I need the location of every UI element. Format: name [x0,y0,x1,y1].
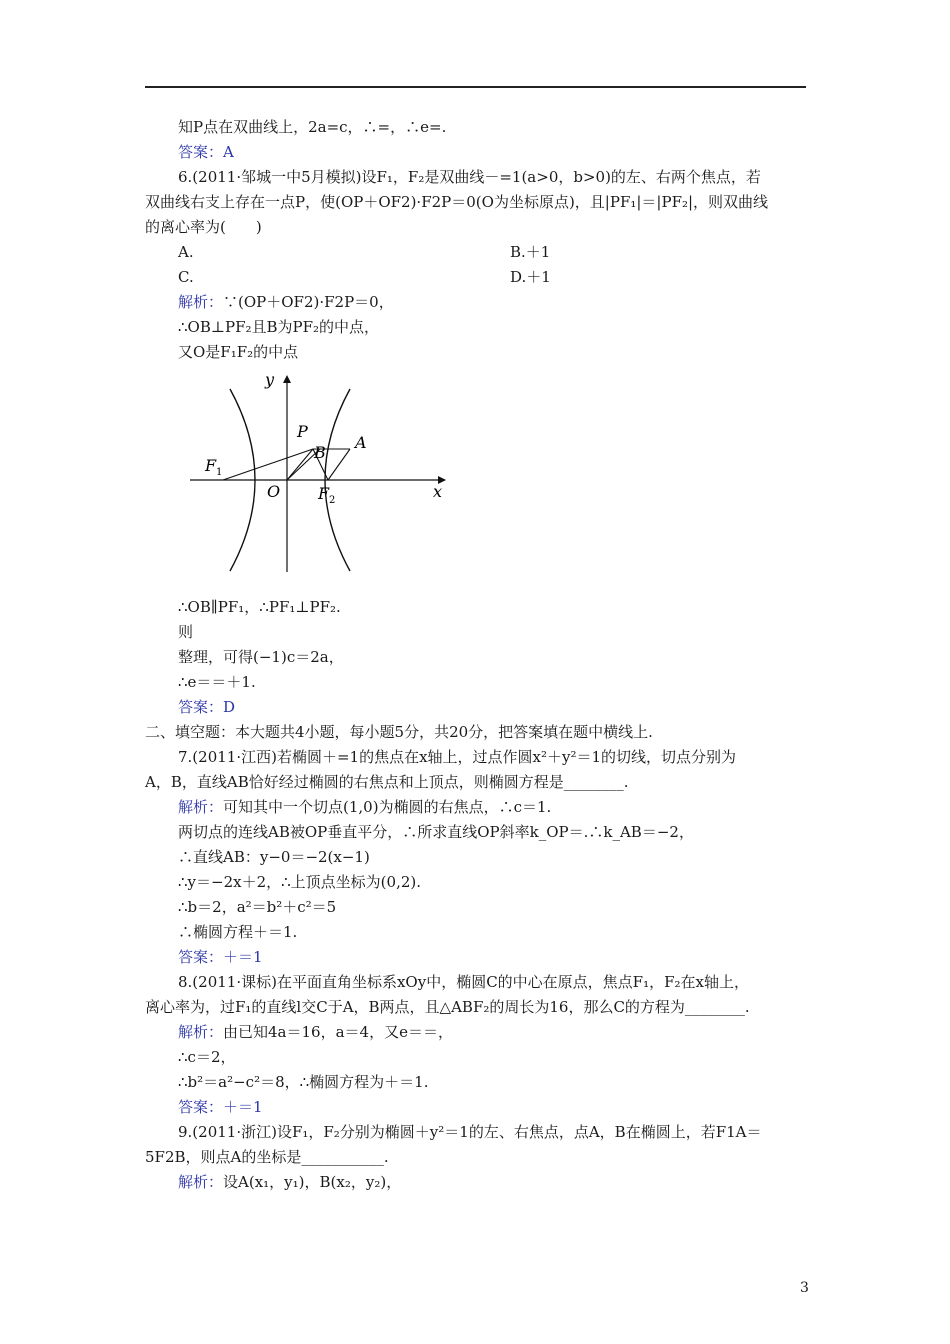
solution-line: ∴y＝−2x＋2，∴上顶点坐标为(0,2). [178,873,422,891]
solution-line: ∴c＝2， [178,1048,236,1066]
problem-9-line-1: 9.(2011·浙江)设F₁，F₂分别为椭圆＋y²＝1的左、右焦点，点A，B在椭圆上，若F1A＝ [178,1123,762,1141]
label-b: B [314,443,326,462]
option-b: B.＋1 [510,243,551,261]
solution-line: ∴椭圆方程＋＝1. [178,923,298,941]
solution-line: ∴b²＝a²−c²＝8，∴椭圆方程为＋＝1. [178,1073,429,1091]
label-x: x [433,482,443,501]
problem-6-line-3: 的离心率为( ) [145,218,262,236]
solution-line: ∴b＝2，a²＝b²＋c²＝5 [178,898,337,916]
page-content [145,115,806,1195]
hyperbola-diagram [190,367,460,592]
answer-label: 答案：＋＝1 [178,1098,263,1116]
page-number: 3 [800,1280,809,1296]
label-p: P [297,422,308,441]
option-c: C. [178,268,194,286]
label-f1-sub: 1 [216,467,223,478]
label-f1: F [205,456,217,475]
label-f2-sub: 2 [329,495,336,506]
solution-line: 解析：设A(x₁，y₁)，B(x₂，y₂)， [178,1173,402,1191]
problem-8-line-1: 8.(2011·课标)在平面直角坐标系xOy中，椭圆C的中心在原点，焦点F₁，F₂在x轴上， [178,973,749,991]
label-y: y [265,370,275,389]
header-rule [145,86,806,88]
hyperbola-figure [145,365,806,595]
problem-7-line-1: 7.(2011·江西)若椭圆＋=1的焦点在x轴上，过点作圆x²＋y²＝1的切线，切点分别为 [178,748,737,766]
answer-label: 答案：D [178,698,236,716]
label-a: A [355,433,367,452]
option-a: A. [178,243,194,261]
problem-9-line-2: 5F2B，则点A的坐标是___________. [145,1148,389,1166]
solution-line: 又O是F₁F₂的中点 [178,343,299,361]
solution-line: ∴e＝＝＋1. [178,673,256,691]
answer-label: 答案：＋＝1 [178,948,263,966]
solution-line: 解析：可知其中一个切点(1,0)为椭圆的右焦点，∴c＝1. [178,798,552,816]
option-d: D.＋1 [510,268,551,286]
segment-f2-a [328,449,350,480]
solution-line: ∴OB⊥PF₂且B为PF₂的中点， [178,318,380,336]
solution-line: ∴OB∥PF₁，∴PF₁⊥PF₂. [178,598,341,616]
problem-7-line-2: A，B，直线AB恰好经过椭圆的右焦点和上顶点，则椭圆方程是________. [145,773,629,791]
section-heading: 二、填空题：本大题共4小题，每小题5分，共20分，把答案填在题中横线上. [145,723,653,741]
problem-6-line-2: 双曲线右支上存在一点P，使(OP＋OF2)·F2P＝0(O为坐标原点)，且|PF₁|＝|PF₂|，则双曲线 [145,193,769,211]
text-line: 知P点在双曲线上，2a=c，∴=，∴e=. [178,118,447,136]
solution-line: 解析：∵(OP＋OF2)·F2P＝0， [178,293,394,311]
solution-line: 两切点的连线AB被OP垂直平分，∴所求直线OP斜率k_OP＝.∴k_AB＝−2， [178,823,694,841]
solution-line: ∴直线AB：y−0＝−2(x−1) [178,848,370,866]
problem-8-line-2: 离心率为，过F₁的直线l交C于A，B两点，且△ABF₂的周长为16，那么C的方程为________. [145,998,750,1016]
y-axis-arrow-icon [283,375,291,383]
problem-6-line-1: 6.(2011·邹城一中5月模拟)设F₁，F₂是双曲线－=1(a>0，b>0)的左、右两个焦点，若 [178,168,761,186]
option-row-1 [145,240,806,265]
label-f2: F [318,484,330,503]
label-o: O [267,482,281,501]
solution-line: 则 [178,623,194,641]
solution-line: 解析：由已知4a＝16，a＝4，又e＝＝， [178,1023,453,1041]
solution-line: 整理，可得(−1)c＝2a， [178,648,344,666]
answer-label: 答案：A [178,143,234,161]
option-row-2 [145,265,806,290]
